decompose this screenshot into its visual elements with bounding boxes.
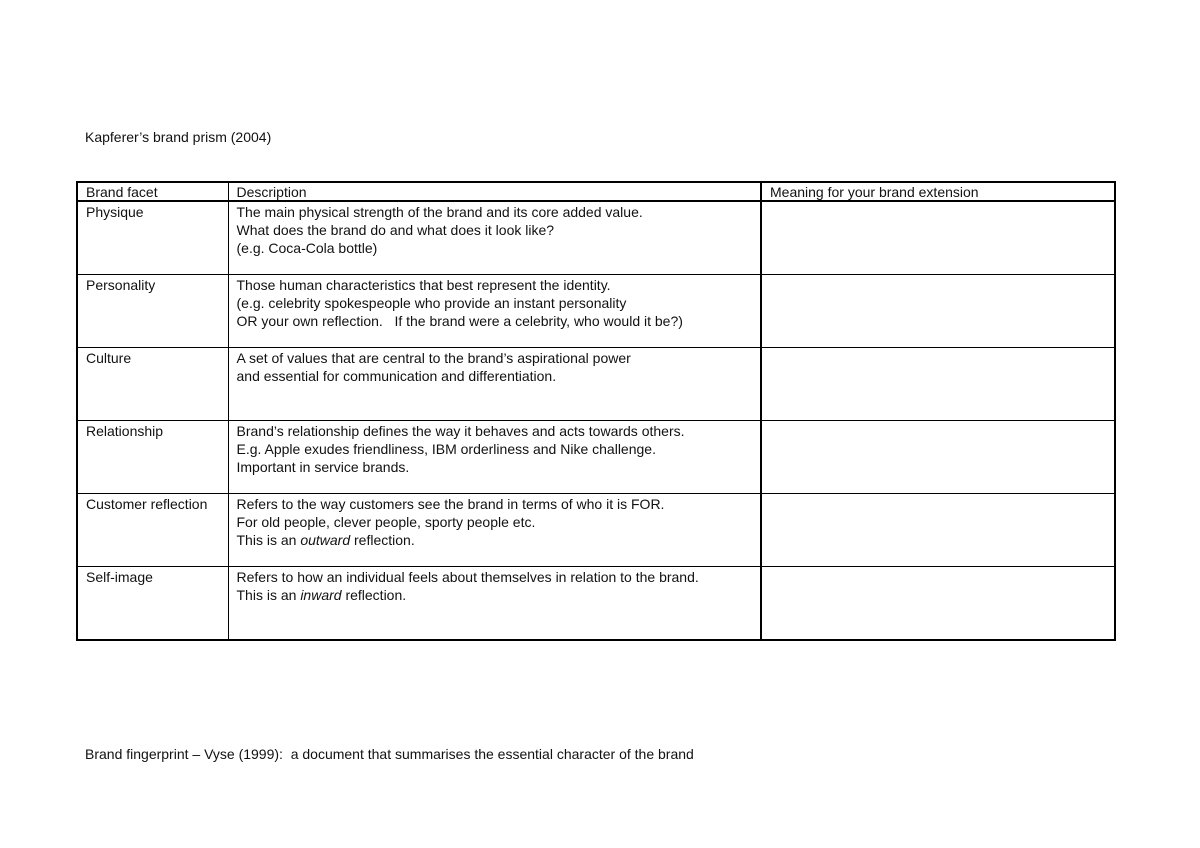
description-line: The main physical strength of the brand and its core added value. (236, 204, 643, 220)
document-title: Kapferer’s brand prism (2004) (85, 129, 272, 145)
description-line: (e.g. Coca-Cola bottle) (236, 240, 378, 256)
description-cell (228, 421, 761, 494)
description-line: A set of values that are central to the brand’s aspirational power (236, 350, 631, 366)
description-line: Those human characteristics that best represent the identity. (236, 277, 611, 293)
facet-cell: Relationship (77, 421, 228, 494)
header-meaning: Meaning for your brand extension (761, 182, 1115, 201)
description-line (237, 531, 753, 549)
table-row (77, 348, 1115, 421)
table-header-row (77, 182, 1115, 201)
description-cell (228, 275, 761, 348)
facet-cell: Physique (77, 201, 228, 275)
description-text: reflection. (341, 587, 407, 603)
meaning-cell[interactable] (761, 275, 1115, 348)
description-line: What does the brand do and what does it look like? (236, 222, 555, 238)
description-cell (228, 201, 761, 275)
meaning-cell[interactable] (761, 494, 1115, 567)
description-line: Important in service brands. (236, 459, 410, 475)
table-row (77, 201, 1115, 275)
description-line: For old people, clever people, sporty people etc. (236, 514, 536, 530)
brand-prism-table (76, 181, 1116, 641)
table-row (77, 494, 1115, 567)
description-cell (228, 348, 761, 421)
table-row (77, 567, 1115, 641)
description-line: and essential for communication and differentiation. (236, 368, 557, 384)
meaning-cell[interactable] (761, 567, 1115, 641)
description-text: This is an (236, 587, 301, 603)
description-text: This is an (236, 532, 301, 548)
facet-cell: Customer reflection (77, 494, 228, 567)
footer-note: Brand fingerprint – Vyse (1999): a document that summarises the essential character of the brand (85, 746, 694, 762)
description-line: OR your own reflection. If the brand were a celebrity, who would it be?) (236, 313, 683, 329)
description-cell (228, 494, 761, 567)
meaning-cell[interactable] (761, 348, 1115, 421)
meaning-cell[interactable] (761, 201, 1115, 275)
description-line: (e.g. celebrity spokespeople who provide an instant personality (236, 295, 627, 311)
facet-cell: Personality (77, 275, 228, 348)
description-line: Refers to how an individual feels about themselves in relation to the brand. (236, 569, 699, 585)
emphasis-text: inward (300, 587, 342, 603)
meaning-cell[interactable] (761, 421, 1115, 494)
table-body (77, 201, 1115, 640)
description-line: Refers to the way customers see the brand in terms of who it is FOR. (236, 496, 665, 512)
header-brand-facet: Brand facet (77, 182, 228, 201)
header-description: Description (228, 182, 761, 201)
description-line: Brand’s relationship defines the way it behaves and acts towards others. (236, 423, 685, 439)
description-text: reflection. (350, 532, 415, 548)
table-row (77, 421, 1115, 494)
description-line: E.g. Apple exudes friendliness, IBM orderliness and Nike challenge. (236, 441, 656, 457)
facet-cell: Culture (77, 348, 228, 421)
description-cell (228, 567, 761, 641)
description-line (237, 586, 753, 604)
facet-cell: Self-image (77, 567, 228, 641)
emphasis-text: outward (300, 532, 351, 548)
table-row (77, 275, 1115, 348)
